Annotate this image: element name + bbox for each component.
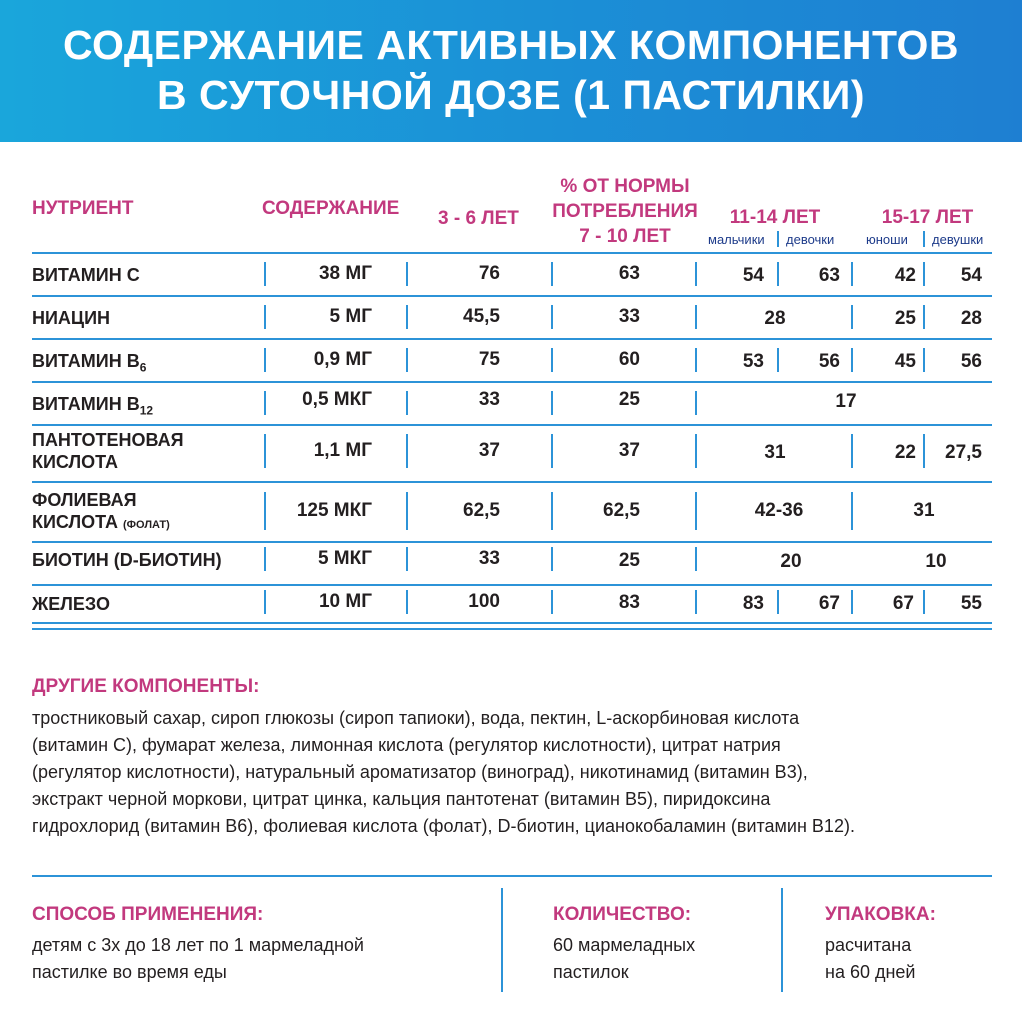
cell-divider xyxy=(264,492,266,530)
header-age-3-6: 3 - 6 ЛЕТ xyxy=(438,208,519,229)
header-norm-line-2: ПОТРЕБЛЕНИЯ xyxy=(552,201,698,222)
column-divider xyxy=(781,888,783,992)
cell-divider xyxy=(551,590,553,614)
cell-divider xyxy=(406,590,408,614)
value-7-10: 25 xyxy=(618,389,640,410)
cell-divider xyxy=(264,391,266,415)
cell-divider xyxy=(551,305,553,329)
nutrient-name-subscript: 6 xyxy=(139,360,147,375)
cell-divider xyxy=(406,262,408,286)
title-line-1: СОДЕРЖАНИЕ АКТИВНЫХ КОМПОНЕНТОВ xyxy=(62,22,960,68)
table-rule xyxy=(32,541,992,543)
value-3-6: 100 xyxy=(468,591,500,612)
value-7-10: 62,5 xyxy=(603,500,640,521)
content-value: 38 МГ xyxy=(318,263,372,284)
cell-divider xyxy=(851,348,853,372)
nutrient-name-note: (ФОЛАТ) xyxy=(122,519,170,531)
value-boys-11-14: 83 xyxy=(742,593,764,614)
package-line: расчитана xyxy=(825,935,912,955)
content-value: 125 МКГ xyxy=(296,500,372,521)
nutrient-name-subscript: 12 xyxy=(139,403,154,418)
header-content: СОДЕРЖАНИЕ xyxy=(262,198,400,219)
nutrient-name: ЖЕЛЕЗО xyxy=(32,594,110,614)
usage-line: детям с 3х до 18 лет по 1 мармеладной xyxy=(32,935,364,955)
value-girls-11-14: 56 xyxy=(818,351,840,372)
header-age-11-14: 11-14 ЛЕТ xyxy=(729,207,821,228)
quantity-line: 60 мармеладных xyxy=(553,935,696,955)
cell-divider xyxy=(777,348,779,372)
value-youths-15-17: 67 xyxy=(892,593,914,614)
cell-divider xyxy=(406,492,408,530)
value-boys-11-14: 54 xyxy=(742,265,764,286)
cell-divider xyxy=(264,305,266,329)
header-boys: мальчики xyxy=(708,232,765,247)
cell-divider xyxy=(695,492,697,530)
usage-heading: СПОСОБ ПРИМЕНЕНИЯ: xyxy=(32,904,264,925)
nutrient-name-text: КИСЛОТА xyxy=(32,512,118,532)
header-nutrient: НУТРИЕНТ xyxy=(32,198,134,219)
cell-divider xyxy=(777,262,779,286)
value-7-10: 83 xyxy=(618,592,640,613)
package-line: на 60 дней xyxy=(825,962,916,982)
nutrient-name: ПАНТОТЕНОВАЯ xyxy=(32,430,184,450)
value-young-women-15-17: 27,5 xyxy=(945,442,982,463)
cell-divider xyxy=(551,547,553,571)
value-3-6: 75 xyxy=(478,349,500,370)
nutrient-name: ФОЛИЕВАЯ xyxy=(32,490,137,510)
cell-divider xyxy=(264,547,266,571)
cell-divider xyxy=(406,348,408,372)
content-value: 0,5 МКГ xyxy=(302,389,372,410)
cell-divider xyxy=(695,590,697,614)
value-young-women-15-17: 54 xyxy=(960,265,982,286)
package-heading: УПАКОВКА: xyxy=(825,904,936,925)
cell-divider xyxy=(851,590,853,614)
cell-divider xyxy=(264,348,266,372)
other-components-line: (регулятор кислотности), натуральный ароматизатор (виноград), никотинамид (витамин В3), xyxy=(32,762,808,782)
value-3-6: 33 xyxy=(478,389,500,410)
other-components-line: экстракт черной моркови, цитрат цинка, кальция пантотенат (витамин В5), пиридоксина xyxy=(32,789,771,809)
cell-divider xyxy=(406,391,408,415)
cell-divider xyxy=(777,590,779,614)
header-norm-line-3: 7 - 10 ЛЕТ xyxy=(579,226,671,247)
value-7-10: 63 xyxy=(618,263,640,284)
usage-line: пастилке во время еды xyxy=(32,962,227,982)
cell-divider xyxy=(695,391,697,415)
cell-divider xyxy=(551,348,553,372)
column-divider xyxy=(501,888,503,992)
cell-divider xyxy=(551,434,553,468)
header-age-15-17: 15-17 ЛЕТ xyxy=(881,207,974,228)
header-norm-line-1: % ОТ НОРМЫ xyxy=(560,176,690,197)
other-components-line: гидрохлорид (витамин В6), фолиевая кислота (фолат), D-биотин, цианокобаламин (витамин В12). xyxy=(32,816,855,836)
cell-divider xyxy=(695,434,697,468)
cell-divider xyxy=(851,262,853,286)
cell-divider xyxy=(851,305,853,329)
value-3-6: 33 xyxy=(478,548,500,569)
value-7-10: 25 xyxy=(618,550,640,571)
content-value: 5 МГ xyxy=(329,306,372,327)
header-divider xyxy=(923,231,925,247)
other-components-heading: ДРУГИЕ КОМПОНЕНТЫ: xyxy=(32,676,260,697)
value-girls-11-14: 63 xyxy=(818,265,840,286)
other-components-line: тростниковый сахар, сироп глюкозы (сироп тапиоки), вода, пектин, L-аскорбиновая кислота xyxy=(32,708,800,728)
nutrient-name-text: ВИТАМИН В xyxy=(32,394,140,414)
value-15-17: 31 xyxy=(913,500,935,521)
value-youths-15-17: 42 xyxy=(894,265,916,286)
cell-divider xyxy=(406,547,408,571)
cell-divider xyxy=(264,434,266,468)
cell-divider xyxy=(264,590,266,614)
cell-divider xyxy=(851,492,853,530)
cell-divider xyxy=(695,305,697,329)
value-3-6: 45,5 xyxy=(463,306,500,327)
cell-divider xyxy=(264,262,266,286)
table-rule xyxy=(32,481,992,483)
value-7-10: 60 xyxy=(618,349,640,370)
cell-divider xyxy=(551,391,553,415)
cell-divider xyxy=(406,305,408,329)
quantity-heading: КОЛИЧЕСТВО: xyxy=(553,904,692,925)
table-rule xyxy=(32,628,992,630)
value-7-10: 33 xyxy=(618,306,640,327)
value-15-17: 10 xyxy=(925,551,947,572)
nutrient-name: НИАЦИН xyxy=(32,308,111,328)
nutrient-name xyxy=(32,350,146,379)
table-rule xyxy=(32,295,992,297)
nutrient-name-text: ВИТАМИН В xyxy=(32,351,140,371)
header-divider xyxy=(777,231,779,247)
header-youths: юноши xyxy=(866,232,908,247)
value-11-17: 17 xyxy=(835,391,857,412)
table-rule xyxy=(32,622,992,624)
table-rule xyxy=(32,584,992,586)
nutrient-name xyxy=(32,393,153,422)
value-young-women-15-17: 28 xyxy=(960,308,982,329)
nutrient-name: ВИТАМИН С xyxy=(32,265,140,285)
nutrient-name-line-2 xyxy=(32,511,170,536)
nutrient-name-line-2: КИСЛОТА xyxy=(32,452,118,472)
header-girls: девочки xyxy=(786,232,835,247)
value-youths-15-17: 45 xyxy=(894,351,916,372)
value-boys-11-14: 53 xyxy=(742,351,764,372)
other-components-line: (витамин С), фумарат железа, лимонная кислота (регулятор кислотности), цитрат натрия xyxy=(32,735,781,755)
quantity-line: пастилок xyxy=(553,962,629,982)
cell-divider xyxy=(406,434,408,468)
cell-divider xyxy=(695,547,697,571)
table-rule xyxy=(32,424,992,426)
value-girls-11-14: 67 xyxy=(818,593,840,614)
header-young-women: девушки xyxy=(932,232,984,247)
table-rule xyxy=(32,338,992,340)
value-3-6: 76 xyxy=(478,263,500,284)
table-rule xyxy=(32,381,992,383)
cell-divider xyxy=(695,348,697,372)
value-11-14: 28 xyxy=(764,308,786,329)
value-11-14: 42-36 xyxy=(754,500,804,521)
cell-divider xyxy=(551,492,553,530)
section-rule xyxy=(32,875,992,877)
value-3-6: 62,5 xyxy=(463,500,500,521)
value-11-14: 31 xyxy=(764,442,786,463)
title-line-2: В СУТОЧНОЙ ДОЗЕ (1 ПАСТИЛКИ) xyxy=(156,72,866,118)
content-value: 5 МКГ xyxy=(317,548,372,569)
value-youths-15-17: 22 xyxy=(894,442,916,463)
content-value: 1,1 МГ xyxy=(313,440,372,461)
value-7-10: 37 xyxy=(618,440,640,461)
title-banner xyxy=(0,0,1022,142)
cell-divider xyxy=(551,262,553,286)
value-3-6: 37 xyxy=(478,440,500,461)
value-young-women-15-17: 56 xyxy=(960,351,982,372)
table-rule xyxy=(32,252,992,254)
content-value: 0,9 МГ xyxy=(313,349,372,370)
nutrient-name: БИОТИН (D-БИОТИН) xyxy=(32,550,222,570)
value-youths-15-17: 25 xyxy=(894,308,916,329)
value-11-14: 20 xyxy=(780,551,802,572)
cell-divider xyxy=(695,262,697,286)
content-value: 10 МГ xyxy=(318,591,372,612)
value-young-women-15-17: 55 xyxy=(960,593,982,614)
cell-divider xyxy=(851,434,853,468)
